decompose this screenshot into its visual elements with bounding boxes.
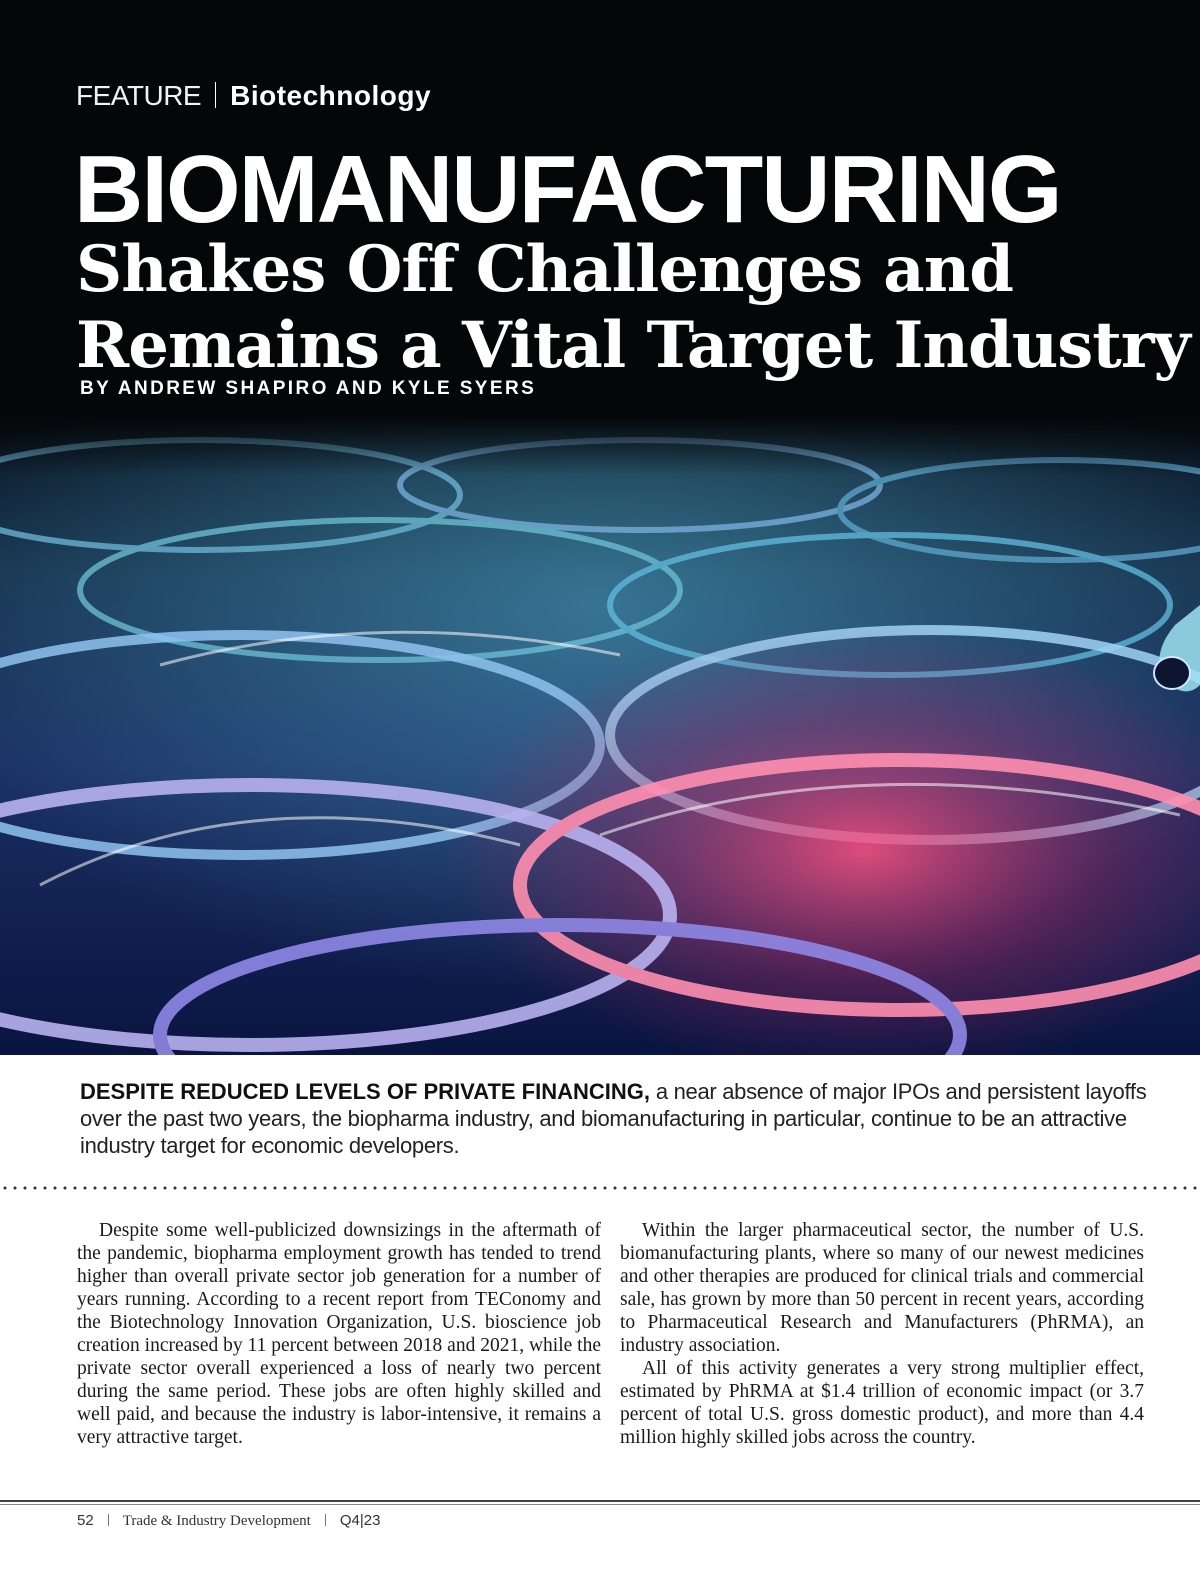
kicker-divider <box>215 82 216 108</box>
page-number: 52 <box>77 1512 94 1529</box>
article-headline: BIOMANUFACTURING <box>74 136 1061 243</box>
deck-lead: DESPITE REDUCED LEVELS OF PRIVATE FINANCING, <box>80 1079 651 1104</box>
section-label: FEATURE <box>76 80 202 111</box>
page-footer <box>77 1512 380 1530</box>
footer-divider <box>108 1514 109 1526</box>
body-paragraph: Despite some well-publicized downsizings in the aftermath of the pandemic, biopharma employment growth has tended to trend higher than overall private sector job generation for a number of years running. According to a recent report from TEConomy and the Biotechnology Innovation Organization, U.S. bioscience job creation increased by 11 percent between 2018 and 2021, while the private sector overall experienced a loss of nearly two percent during the same period. These jobs are often highly skilled and well paid, and because the industry is labor-intensive, it remains a very attractive target. <box>77 1220 601 1448</box>
magazine-name: Trade & Industry Development <box>122 1513 311 1529</box>
deck-text: a near absence of major IPOs and persistent layoffs over the past two years, the biopharma industry, and biomanufacturing in particular, continue to be an attractive industry target for economic developers. <box>80 1079 1147 1158</box>
body-column-left <box>77 1219 601 1449</box>
category-label: Biotechnology <box>230 80 432 111</box>
footer-rule <box>0 1500 1200 1502</box>
section-kicker <box>76 78 431 114</box>
article-deck <box>80 1078 1150 1159</box>
article-subhead <box>76 232 1190 384</box>
subhead-line-2: Remains a Vital Target Industry <box>76 308 1190 383</box>
body-paragraph: All of this activity generates a very strong multiplier effect, estimated by PhRMA at $1.4 trillion of economic impact (or 3.7 percent of total U.S. gross domestic product), and more than 4.4 million highly skilled jobs across the country. <box>620 1358 1144 1448</box>
issue-label: Q4|23 <box>339 1512 381 1529</box>
body-paragraph: Within the larger pharmaceutical sector, the number of U.S. biomanufacturing plants, where so many of our newest medicines and other therapies are produced for clinical trials and commercial sale, has grown by more than 50 percent in recent years, according to Pharmaceutical Research and Manufacturers (PhRMA), an industry association. <box>620 1220 1144 1356</box>
byline: BY ANDREW SHAPIRO AND KYLE SYERS <box>80 378 537 399</box>
subhead-line-1: Shakes Off Challenges and <box>76 232 1014 307</box>
footer-rule-thin <box>0 1504 1200 1505</box>
petri-dishes-photo <box>0 415 1200 1055</box>
footer-divider <box>325 1514 326 1526</box>
dotted-divider <box>0 1186 1200 1190</box>
body-column-right <box>620 1219 1144 1449</box>
